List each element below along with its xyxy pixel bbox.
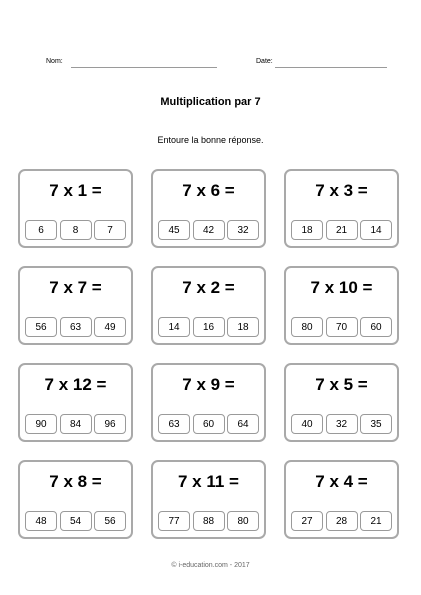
equation: 7 x 9 =: [182, 375, 235, 394]
exercise-card: [151, 460, 266, 539]
equation: 7 x 7 =: [49, 278, 102, 297]
answer-option[interactable]: 8: [60, 220, 92, 240]
answer-option[interactable]: 40: [291, 414, 323, 434]
exercise-card: [284, 363, 399, 442]
answer-option[interactable]: 35: [360, 414, 392, 434]
answer-option[interactable]: 21: [360, 511, 392, 531]
answer-option[interactable]: 32: [227, 220, 259, 240]
equation: 7 x 2 =: [182, 278, 235, 297]
exercise-card: [284, 460, 399, 539]
exercise-card: [151, 363, 266, 442]
exercise-card: [18, 169, 133, 248]
answer-option[interactable]: 32: [326, 414, 358, 434]
exercise-card: [151, 169, 266, 248]
answer-options: [291, 220, 392, 240]
answer-option[interactable]: 14: [360, 220, 392, 240]
equation: 7 x 5 =: [315, 375, 368, 394]
equation: 7 x 11 =: [178, 472, 239, 491]
answer-option[interactable]: 64: [227, 414, 259, 434]
answer-option[interactable]: 54: [60, 511, 92, 531]
answer-option[interactable]: 14: [158, 317, 190, 337]
answer-option[interactable]: 77: [158, 511, 190, 531]
answer-option[interactable]: 90: [25, 414, 57, 434]
answer-option[interactable]: 80: [227, 511, 259, 531]
instruction: Entoure la bonne réponse.: [157, 135, 264, 145]
exercise-card: [18, 266, 133, 345]
answer-options: [158, 220, 259, 240]
exercise-card: [284, 266, 399, 345]
equation: 7 x 1 =: [49, 181, 102, 200]
answer-option[interactable]: 42: [193, 220, 225, 240]
exercise-card: [284, 169, 399, 248]
answer-option[interactable]: 48: [25, 511, 57, 531]
equation: 7 x 12 =: [44, 375, 107, 394]
answer-option[interactable]: 56: [94, 511, 126, 531]
answer-option[interactable]: 16: [193, 317, 225, 337]
exercise-card: [18, 363, 133, 442]
answer-options: [291, 414, 392, 434]
answer-option[interactable]: 18: [291, 220, 323, 240]
answer-option[interactable]: 27: [291, 511, 323, 531]
answer-options: [291, 511, 392, 531]
equation: 7 x 10 =: [310, 278, 373, 297]
answer-options: [25, 220, 126, 240]
answer-option[interactable]: 7: [94, 220, 126, 240]
answer-option[interactable]: 60: [360, 317, 392, 337]
exercise-card: [18, 460, 133, 539]
answer-option[interactable]: 18: [227, 317, 259, 337]
answer-options: [25, 414, 126, 434]
page-title: Multiplication par 7: [160, 96, 261, 108]
answer-option[interactable]: 49: [94, 317, 126, 337]
answer-option[interactable]: 60: [193, 414, 225, 434]
equation: 7 x 4 =: [315, 472, 368, 491]
answer-option[interactable]: 70: [326, 317, 358, 337]
answer-option[interactable]: 6: [25, 220, 57, 240]
answer-options: [25, 511, 126, 531]
answer-options: [25, 317, 126, 337]
answer-option[interactable]: 96: [94, 414, 126, 434]
name-line[interactable]: [71, 67, 217, 68]
equation: 7 x 3 =: [315, 181, 368, 200]
answer-option[interactable]: 88: [193, 511, 225, 531]
answer-option[interactable]: 28: [326, 511, 358, 531]
answer-options: [291, 317, 392, 337]
footer-copyright: © i-education.com - 2017: [171, 562, 250, 569]
exercise-card: [151, 266, 266, 345]
equation: 7 x 8 =: [49, 472, 102, 491]
equation: 7 x 6 =: [182, 181, 235, 200]
answer-options: [158, 317, 259, 337]
answer-option[interactable]: 84: [60, 414, 92, 434]
date-line[interactable]: [275, 67, 387, 68]
answer-options: [158, 511, 259, 531]
answer-option[interactable]: 45: [158, 220, 190, 240]
answer-option[interactable]: 63: [60, 317, 92, 337]
answer-option[interactable]: 56: [25, 317, 57, 337]
name-label: Nom:: [46, 58, 63, 65]
answer-option[interactable]: 21: [326, 220, 358, 240]
answer-options: [158, 414, 259, 434]
answer-option[interactable]: 63: [158, 414, 190, 434]
exercise-grid: [18, 169, 399, 539]
date-label: Date:: [256, 58, 273, 65]
answer-option[interactable]: 80: [291, 317, 323, 337]
